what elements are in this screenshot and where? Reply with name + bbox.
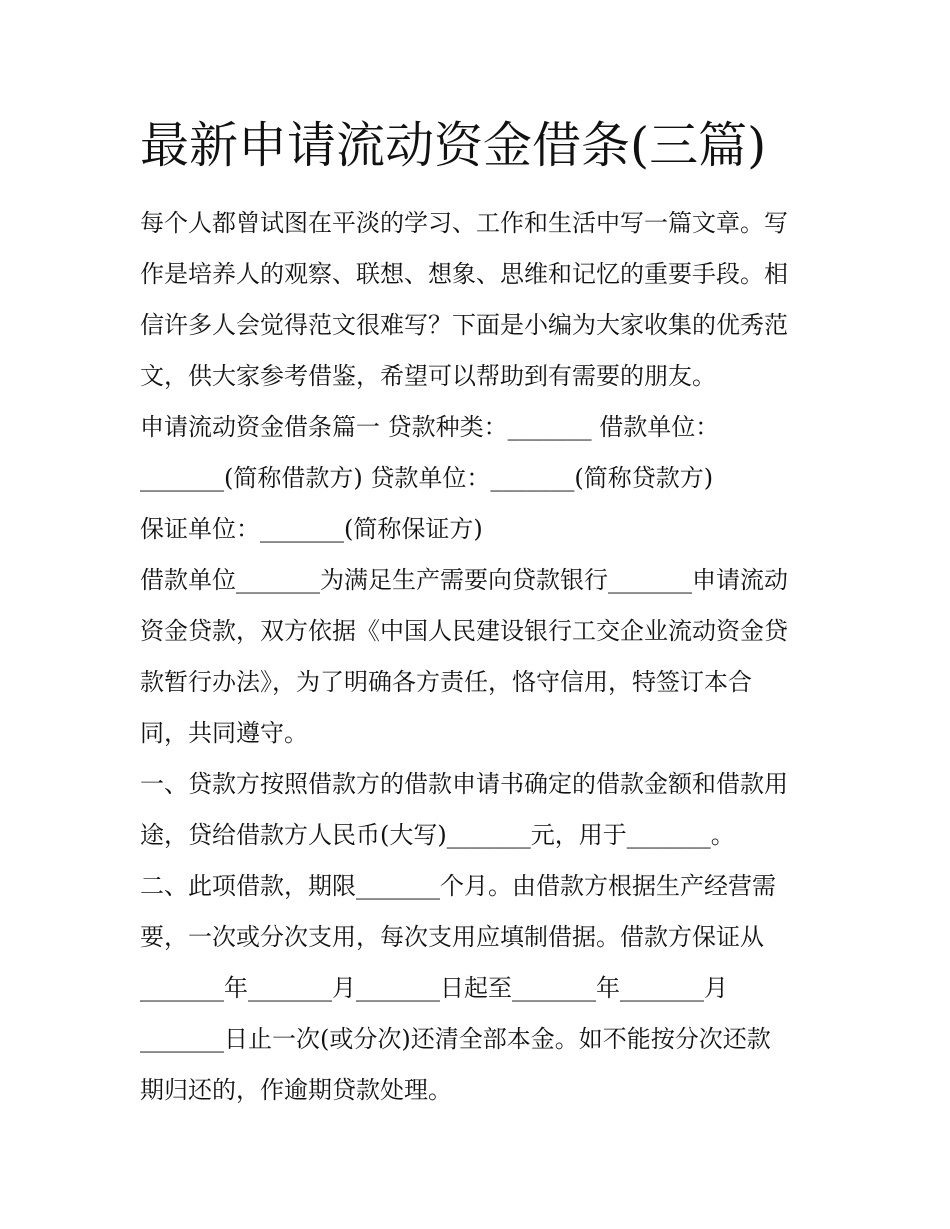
paragraph-line: 资金贷款，双方依据《中国人民建设银行工交企业流动资金贷	[140, 617, 788, 645]
paragraph-line: 期归还的，作逾期贷款处理。	[140, 1076, 452, 1104]
paragraph-line: 信许多人会觉得范文很难写？下面是小编为大家收集的优秀范	[140, 311, 788, 339]
paragraph-line: 二、此项借款，期限_______个月。由借款方根据生产经营需	[140, 872, 776, 900]
paragraph-line: 款暂行办法》，为了明确各方责任，恪守信用，特签订本合	[140, 668, 752, 696]
paragraph-line: 申请流动资金借条篇一 贷款种类：_______ 借款单位：	[140, 413, 720, 441]
paragraph-line: 要，一次或分次支用，每次支用应填制借据。借款方保证从	[140, 923, 764, 951]
paragraph-line: 借款单位_______为满足生产需要向贷款银行_______申请流动	[140, 566, 788, 594]
paragraph-line: 同，共同遵守。	[140, 719, 308, 747]
paragraph-line: 文，供大家参考借鉴，希望可以帮助到有需要的朋友。	[140, 362, 716, 390]
paragraph-line: 作是培养人的观察、联想、想象、思维和记忆的重要手段。相	[140, 260, 788, 288]
paragraph-line: _______日止一次(或分次)还清全部本金。如不能按分次还款	[140, 1025, 771, 1053]
document-title: 最新申请流动资金借条(三篇)	[140, 117, 767, 174]
paragraph-line: 一、贷款方按照借款方的借款申请书确定的借款金额和借款用	[140, 770, 788, 798]
paragraph-line: _______(简称借款方) 贷款单位：_______(简称贷款方)	[140, 464, 714, 492]
paragraph-line: 每个人都曾试图在平淡的学习、工作和生活中写一篇文章。写	[140, 209, 788, 237]
paragraph-line: _______年_______月_______日起至_______年_______月	[140, 974, 728, 1002]
paragraph-line: 保证单位：_______(简称保证方)	[140, 515, 483, 543]
paragraph-line: 途，贷给借款方人民币(大写)_______元，用于_______。	[140, 821, 735, 849]
